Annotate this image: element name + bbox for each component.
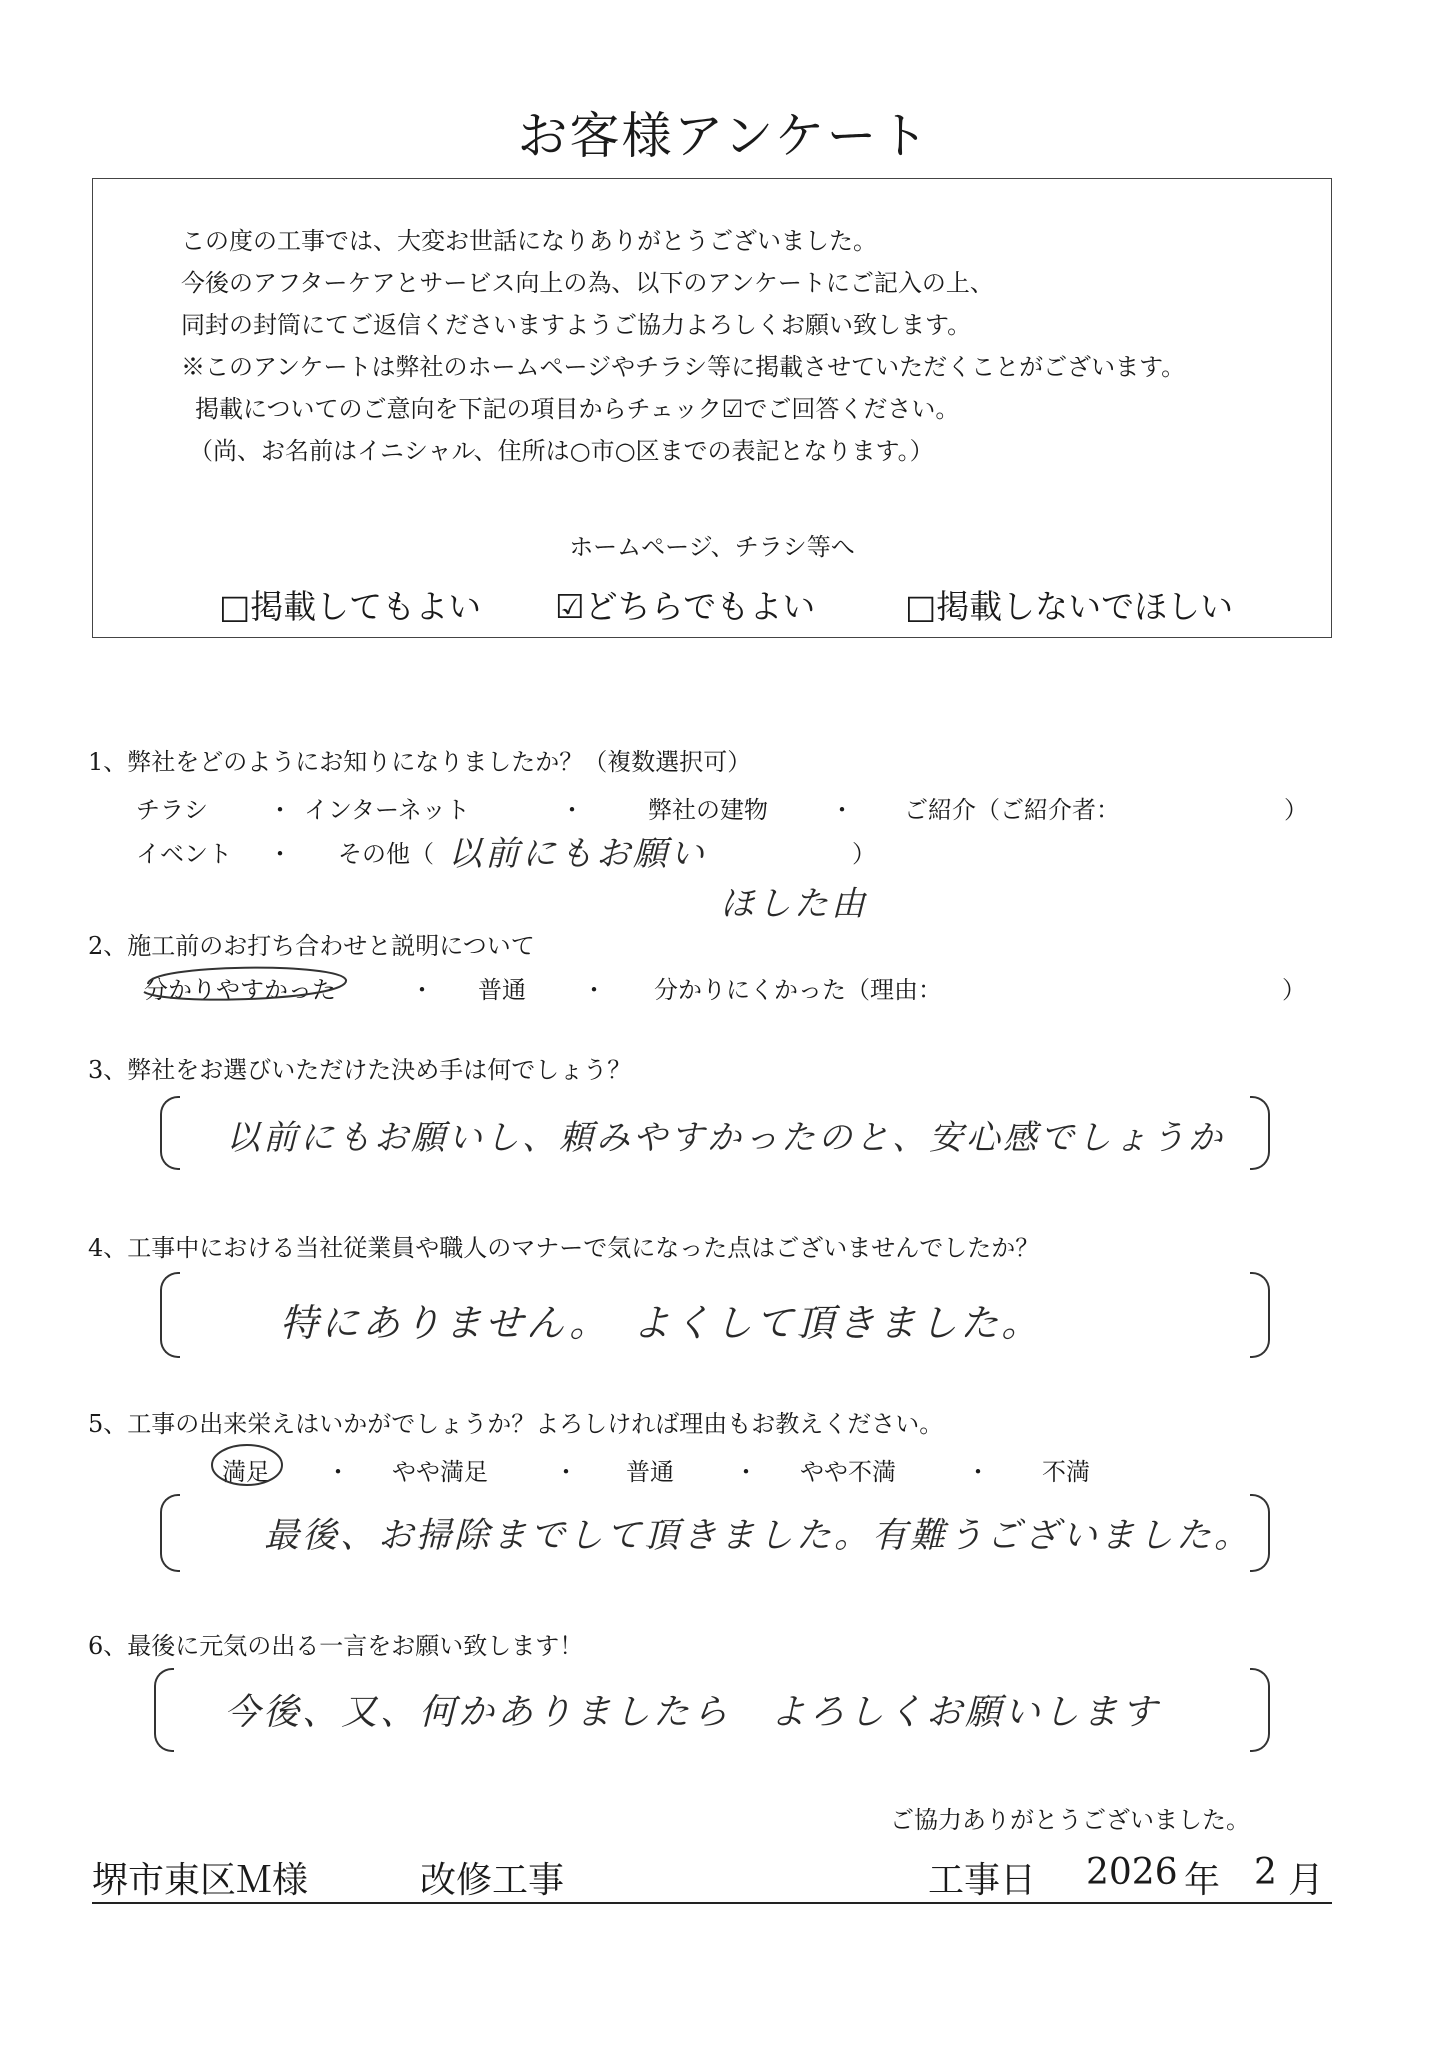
- footer-date-label: 工事日: [928, 1860, 1037, 1901]
- separator: ・: [560, 796, 584, 824]
- separator: ・: [326, 1458, 350, 1486]
- answer-bracket-left: [154, 1668, 174, 1752]
- q2-option-unclear[interactable]: 分かりにくかった（理由：: [654, 976, 942, 1004]
- question-5-label: 5、工事の出来栄えはいかがでしょうか？よろしければ理由もお教えください。: [88, 1410, 944, 1438]
- q5-option-unsatisfied[interactable]: 不満: [1042, 1458, 1090, 1486]
- answer-bracket-left: [160, 1272, 180, 1358]
- q1-other-answer-extra: ほした由: [720, 884, 868, 924]
- q2-option-clear[interactable]: 分かりやすかった: [144, 976, 336, 1004]
- answer-bracket-right: [1250, 1272, 1270, 1358]
- footer-underline: [92, 1902, 1332, 1904]
- notice-box: [92, 178, 1332, 638]
- footer-year: 2026: [1086, 1852, 1178, 1893]
- separator: ・: [582, 976, 606, 1004]
- q5-option-normal[interactable]: 普通: [626, 1458, 674, 1486]
- thanks-message: ご協力ありがとうございました。: [890, 1806, 1250, 1834]
- q1-option-other[interactable]: その他（: [338, 840, 434, 868]
- separator: ・: [966, 1458, 990, 1486]
- intro-line: 掲載についてのご意向を下記の項目からチェック☑でご回答ください。: [195, 395, 960, 423]
- question-6-label: 6、最後に元気の出る一言をお願い致します！: [88, 1632, 584, 1660]
- page-title: お客様アンケート: [517, 107, 931, 165]
- footer-customer: 堺市東区Ｍ様: [92, 1860, 309, 1901]
- q1-option-flyer[interactable]: チラシ: [136, 796, 208, 824]
- publication-option-deny[interactable]: □掲載しないでほしい: [905, 587, 1234, 626]
- q1-option-building[interactable]: 弊社の建物: [648, 796, 768, 824]
- question-4-label: 4、工事中における当社従業員や職人のマナーで気になった点はございませんでしたか？: [88, 1234, 1040, 1262]
- selection-circle: [208, 1440, 286, 1490]
- question-3-label: 3、弊社をお選びいただけた決め手は何でしょう？: [88, 1056, 632, 1084]
- q3-answer: 以前にもお願いし、頼みやすかったのと、安心感でしょうか: [226, 1118, 1225, 1158]
- separator: ・: [734, 1458, 758, 1486]
- q5-option-somewhat-unsatisfied[interactable]: やや不満: [800, 1458, 896, 1486]
- footer-month: 2: [1254, 1852, 1277, 1893]
- q5-option-somewhat-satisfied[interactable]: やや満足: [392, 1458, 488, 1486]
- footer-month-unit: 月: [1288, 1860, 1325, 1901]
- close-paren: ）: [1284, 796, 1308, 824]
- q6-answer: 今後、又、何かありましたら よろしくお願いします: [224, 1692, 1161, 1733]
- separator: ・: [268, 796, 292, 824]
- intro-line: （尚、お名前はイニシャル、住所は○市○区までの表記となります。）: [189, 437, 934, 465]
- q5-answer: 最後、お掃除までして頂きました。有難うございました。: [264, 1516, 1253, 1556]
- answer-bracket-left: [160, 1096, 180, 1170]
- answer-bracket-left: [160, 1494, 180, 1572]
- question-2-label: 2、施工前のお打ち合わせと説明について: [88, 932, 535, 960]
- publication-option-allow[interactable]: □掲載してもよい: [219, 587, 482, 626]
- separator: ・: [554, 1458, 578, 1486]
- q2-option-normal[interactable]: 普通: [478, 976, 526, 1004]
- footer-year-unit: 年: [1184, 1860, 1221, 1901]
- q5-option-satisfied[interactable]: 満足: [222, 1458, 270, 1486]
- q1-option-referral[interactable]: ご紹介（ご紹介者：: [904, 796, 1120, 824]
- publication-option-either[interactable]: ☑どちらでもよい: [555, 587, 816, 626]
- intro-line: この度の工事では、大変お世話になりありがとうございました。: [181, 227, 877, 255]
- q1-other-answer: 以前にもお願い: [448, 834, 707, 874]
- intro-line: 今後のアフターケアとサービス向上の為、以下のアンケートにご記入の上、: [181, 269, 994, 297]
- q1-option-event[interactable]: イベント: [136, 840, 232, 868]
- separator: ・: [410, 976, 434, 1004]
- answer-bracket-right: [1250, 1668, 1270, 1752]
- question-1-label: 1、弊社をどのようにお知りになりましたか？（複数選択可）: [88, 748, 752, 776]
- answer-bracket-right: [1250, 1096, 1270, 1170]
- answer-bracket-right: [1250, 1494, 1270, 1572]
- separator: ・: [830, 796, 854, 824]
- intro-line: 同封の封筒にてご返信くださいますようご協力よろしくお願い致します。: [181, 311, 972, 339]
- q4-answer: 特にありません。 よくして頂きました。: [280, 1301, 1043, 1345]
- publication-heading: ホームページ、チラシ等へ: [569, 533, 855, 561]
- close-paren: ）: [852, 840, 876, 868]
- separator: ・: [268, 840, 292, 868]
- q1-option-internet[interactable]: インターネット: [304, 796, 470, 824]
- selection-circle: [128, 958, 360, 1010]
- footer-work-type: 改修工事: [420, 1860, 565, 1901]
- intro-line: ※このアンケートは弊社のホームページやチラシ等に掲載させていただくことがございます。: [181, 353, 1186, 381]
- close-paren: ）: [1282, 976, 1306, 1004]
